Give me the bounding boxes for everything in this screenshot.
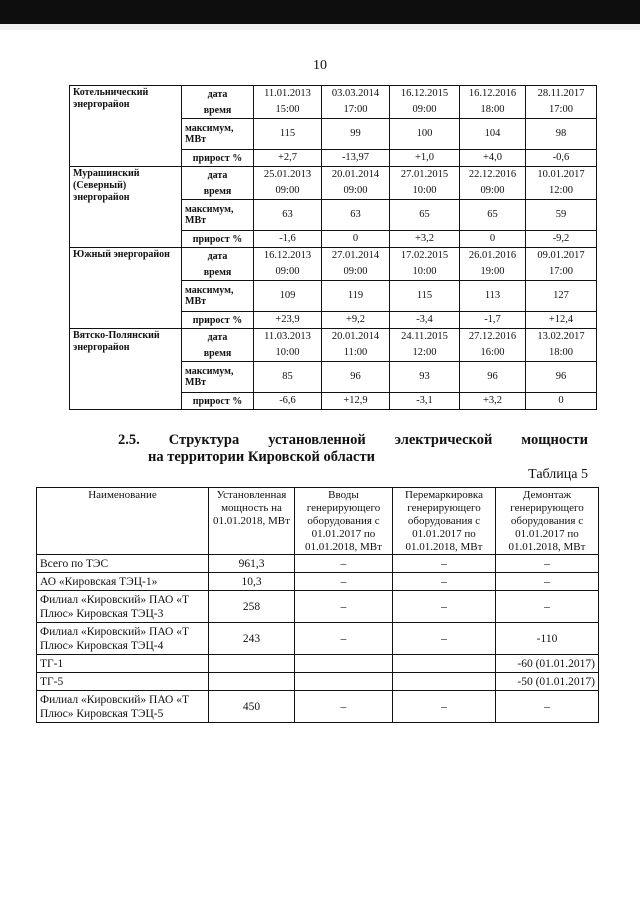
param-label: прирост % [182, 231, 254, 248]
value-cell: +9,2 [322, 312, 390, 329]
value-cell: 24.11.2015 [390, 329, 460, 346]
capacity-structure-table [36, 487, 599, 723]
value-cell: 65 [460, 200, 526, 231]
value-cell: +12,9 [322, 393, 390, 410]
value-cell: 104 [460, 119, 526, 150]
value-cell: 09:00 [322, 264, 390, 281]
value-cell: 96 [526, 362, 597, 393]
region-date-row [70, 167, 597, 184]
value-cell: 115 [254, 119, 322, 150]
value-cell: 15:00 [254, 102, 322, 119]
remark-cell: – [393, 573, 496, 591]
value-cell: +2,7 [254, 150, 322, 167]
column-header: Установленная мощность на 01.01.2018, МВт [209, 488, 295, 555]
param-label: прирост % [182, 312, 254, 329]
inputs-cell: – [295, 555, 393, 573]
installed-cell: 243 [209, 623, 295, 655]
inputs-cell [295, 673, 393, 691]
region-date-row [70, 329, 597, 346]
table-row [37, 573, 599, 591]
value-cell: 09:00 [390, 102, 460, 119]
value-cell: 16.12.2016 [460, 86, 526, 103]
remark-cell: – [393, 691, 496, 723]
installed-cell: 258 [209, 591, 295, 623]
installed-cell [209, 673, 295, 691]
scan-top-border [0, 0, 640, 24]
value-cell: +3,2 [390, 231, 460, 248]
value-cell: 03.03.2014 [322, 86, 390, 103]
column-header: Вводы генерирующего оборудования с 01.01.2017 по 01.01.2018, МВт [295, 488, 393, 555]
value-cell: 20.01.2014 [322, 167, 390, 184]
value-cell: 99 [322, 119, 390, 150]
param-label: дата [182, 86, 254, 103]
value-cell: -13,97 [322, 150, 390, 167]
table-caption: Таблица 5 [528, 467, 588, 482]
section-title-word: Структура [168, 432, 240, 448]
remark-cell: – [393, 591, 496, 623]
value-cell: 10:00 [390, 183, 460, 200]
column-header: Наименование [37, 488, 209, 555]
value-cell: 27.01.2014 [322, 248, 390, 265]
param-label: максимум, МВт [182, 362, 254, 393]
value-cell: +3,2 [460, 393, 526, 410]
value-cell: 18:00 [460, 102, 526, 119]
value-cell: 28.11.2017 [526, 86, 597, 103]
value-cell: -0,6 [526, 150, 597, 167]
installed-cell: 961,3 [209, 555, 295, 573]
scan-top-margin [0, 24, 640, 30]
table-row [37, 691, 599, 723]
value-cell: -1,6 [254, 231, 322, 248]
column-header: Перемаркировка генерирующего оборудования с 01.01.2017 по 01.01.2018, МВт [393, 488, 496, 555]
installed-cell: 450 [209, 691, 295, 723]
value-cell: 0 [322, 231, 390, 248]
section-title-word: установленной [268, 432, 366, 448]
value-cell: 63 [254, 200, 322, 231]
value-cell: 27.12.2016 [460, 329, 526, 346]
value-cell: 26.01.2016 [460, 248, 526, 265]
value-cell: 25.01.2013 [254, 167, 322, 184]
section-title-line2: на территории Кировской области [148, 449, 375, 465]
value-cell: 85 [254, 362, 322, 393]
value-cell: 0 [460, 231, 526, 248]
value-cell: 96 [322, 362, 390, 393]
row-name: Филиал «Кировский» ПАО «Т Плюс» Кировская ТЭЦ-5 [37, 691, 209, 723]
value-cell: 11:00 [322, 345, 390, 362]
value-cell: -3,1 [390, 393, 460, 410]
value-cell: 65 [390, 200, 460, 231]
value-cell: +4,0 [460, 150, 526, 167]
value-cell: 109 [254, 281, 322, 312]
param-label: прирост % [182, 393, 254, 410]
param-label: прирост % [182, 150, 254, 167]
value-cell: 10:00 [254, 345, 322, 362]
value-cell: 12:00 [526, 183, 597, 200]
value-cell: 09:00 [322, 183, 390, 200]
value-cell: 115 [390, 281, 460, 312]
inputs-cell: – [295, 623, 393, 655]
param-label: дата [182, 167, 254, 184]
param-label: время [182, 183, 254, 200]
remark-cell [393, 673, 496, 691]
value-cell: 59 [526, 200, 597, 231]
row-name: АО «Кировская ТЭЦ-1» [37, 573, 209, 591]
table-row [37, 555, 599, 573]
section-title-word: мощности [521, 432, 588, 448]
value-cell: 113 [460, 281, 526, 312]
param-label: время [182, 264, 254, 281]
table-row [37, 623, 599, 655]
region-name: Мурашинский (Северный) энергорайон [70, 167, 182, 248]
value-cell: -6,6 [254, 393, 322, 410]
column-header: Демонтаж генерирующего оборудования с 01.01.2017 по 01.01.2018, МВт [496, 488, 599, 555]
inputs-cell: – [295, 573, 393, 591]
value-cell: 12:00 [390, 345, 460, 362]
region-name: Вятско-Полянский энергорайон [70, 329, 182, 410]
value-cell: +12,4 [526, 312, 597, 329]
value-cell: 11.03.2013 [254, 329, 322, 346]
section-number: 2.5. [118, 432, 140, 448]
region-name: Котельнический энергорайон [70, 86, 182, 167]
value-cell: 10:00 [390, 264, 460, 281]
param-label: дата [182, 329, 254, 346]
value-cell: -3,4 [390, 312, 460, 329]
region-name: Южный энергорайон [70, 248, 182, 329]
installed-cell: 10,3 [209, 573, 295, 591]
value-cell: 09:00 [254, 264, 322, 281]
remark-cell [393, 655, 496, 673]
value-cell: 93 [390, 362, 460, 393]
value-cell: 16.12.2015 [390, 86, 460, 103]
value-cell: 19:00 [460, 264, 526, 281]
value-cell: 96 [460, 362, 526, 393]
peak-load-table [69, 85, 597, 410]
inputs-cell [295, 655, 393, 673]
value-cell: 119 [322, 281, 390, 312]
row-name: Филиал «Кировский» ПАО «Т Плюс» Кировская ТЭЦ-4 [37, 623, 209, 655]
param-label: максимум, МВт [182, 119, 254, 150]
value-cell: 17:00 [526, 264, 597, 281]
dismantle-cell: – [496, 591, 599, 623]
value-cell: 16.12.2013 [254, 248, 322, 265]
param-label: время [182, 102, 254, 119]
value-cell: +1,0 [390, 150, 460, 167]
page-number: 10 [313, 58, 327, 73]
value-cell: 17:00 [322, 102, 390, 119]
dismantle-cell: – [496, 573, 599, 591]
dismantle-cell: -60 (01.01.2017) [496, 655, 599, 673]
value-cell: 22.12.2016 [460, 167, 526, 184]
row-name: Всего по ТЭС [37, 555, 209, 573]
row-name: ТГ-5 [37, 673, 209, 691]
row-name: Филиал «Кировский» ПАО «Т Плюс» Кировская ТЭЦ-3 [37, 591, 209, 623]
value-cell: 20.01.2014 [322, 329, 390, 346]
value-cell: 98 [526, 119, 597, 150]
section-title-word: электрической [394, 432, 493, 448]
value-cell: 17.02.2015 [390, 248, 460, 265]
value-cell: -9,2 [526, 231, 597, 248]
value-cell: 09:00 [460, 183, 526, 200]
dismantle-cell: -50 (01.01.2017) [496, 673, 599, 691]
param-label: максимум, МВт [182, 281, 254, 312]
value-cell: 16:00 [460, 345, 526, 362]
value-cell: 127 [526, 281, 597, 312]
inputs-cell: – [295, 591, 393, 623]
value-cell: -1,7 [460, 312, 526, 329]
table-row [37, 591, 599, 623]
table-row [37, 673, 599, 691]
table-row [37, 655, 599, 673]
remark-cell: – [393, 623, 496, 655]
dismantle-cell: – [496, 691, 599, 723]
value-cell: 18:00 [526, 345, 597, 362]
row-name: ТГ-1 [37, 655, 209, 673]
value-cell: 10.01.2017 [526, 167, 597, 184]
region-date-row [70, 248, 597, 265]
value-cell: 13.02.2017 [526, 329, 597, 346]
value-cell: +23,9 [254, 312, 322, 329]
value-cell: 11.01.2013 [254, 86, 322, 103]
value-cell: 09:00 [254, 183, 322, 200]
inputs-cell: – [295, 691, 393, 723]
dismantle-cell: -110 [496, 623, 599, 655]
region-date-row [70, 86, 597, 103]
param-label: максимум, МВт [182, 200, 254, 231]
value-cell: 0 [526, 393, 597, 410]
value-cell: 17:00 [526, 102, 597, 119]
value-cell: 09.01.2017 [526, 248, 597, 265]
value-cell: 63 [322, 200, 390, 231]
section-heading [118, 432, 588, 466]
dismantle-cell: – [496, 555, 599, 573]
installed-cell [209, 655, 295, 673]
remark-cell: – [393, 555, 496, 573]
value-cell: 100 [390, 119, 460, 150]
param-label: дата [182, 248, 254, 265]
param-label: время [182, 345, 254, 362]
value-cell: 27.01.2015 [390, 167, 460, 184]
